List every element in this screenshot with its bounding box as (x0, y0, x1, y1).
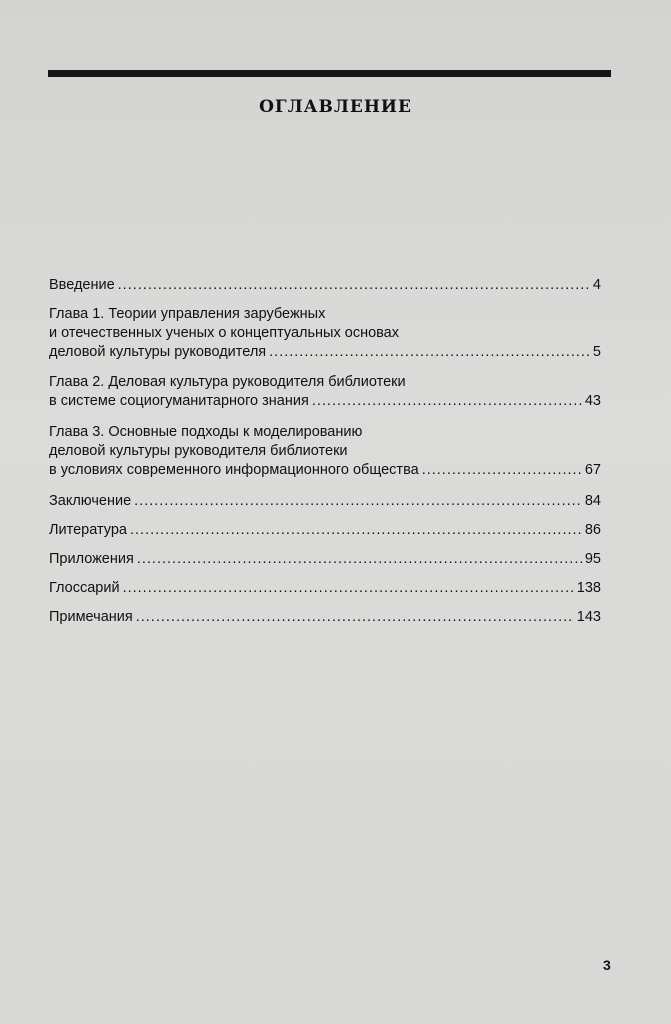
dot-leader (136, 608, 574, 627)
toc-entry-title-line: Введение (49, 277, 115, 293)
toc-entry[interactable] (49, 608, 601, 627)
toc-page-number: 84 (584, 493, 601, 509)
toc-entry-title-line: деловой культуры руководителя (49, 344, 267, 360)
toc-entry-title-line: и отечественных ученых о концептуальных основах (49, 325, 399, 341)
toc-entry-last-line (49, 392, 601, 411)
toc-entry-last-line (49, 343, 601, 362)
toc-entry-title-line: Приложения (49, 551, 134, 567)
toc-entry-title-line: Глоссарий (49, 580, 120, 596)
toc-entry[interactable] (49, 579, 601, 598)
toc-entry-title-line: Литература (49, 522, 127, 538)
page-title: ОГЛАВЛЕНИЕ (259, 97, 412, 117)
toc-entry-last-line (49, 579, 601, 598)
toc-page-number: 5 (592, 344, 601, 360)
toc-entry-last-line (49, 521, 601, 540)
page-number: 3 (603, 957, 611, 973)
toc-page-number: 143 (576, 609, 601, 625)
toc-entry[interactable] (49, 492, 601, 511)
toc-entry-last-line (49, 550, 601, 569)
toc-entry-title-line: деловой культуры руководителя библиотеки (49, 443, 348, 459)
toc-entry-last-line (49, 492, 601, 511)
toc-page-number: 67 (584, 462, 601, 478)
dot-leader (118, 276, 590, 295)
toc-entry[interactable] (49, 305, 601, 362)
toc-entry-last-line (49, 608, 601, 627)
toc-entry-last-line (49, 276, 601, 295)
top-rule (48, 70, 611, 77)
toc-entry-title-line: в условиях современного информационного общества (49, 462, 419, 478)
dot-leader (137, 550, 582, 569)
toc-entry-title-line: в системе социогуманитарного знания (49, 393, 309, 409)
dot-leader (134, 492, 582, 511)
toc-entry-title-line: Глава 3. Основные подходы к моделированию (49, 424, 363, 440)
toc-page-number: 95 (584, 551, 601, 567)
toc-page-number: 43 (584, 393, 601, 409)
toc-entry-title-line: Заключение (49, 493, 132, 509)
toc-entry-title-line: Примечания (49, 609, 133, 625)
dot-leader (130, 521, 582, 540)
dot-leader (123, 579, 574, 598)
toc-entry-title-line: Глава 1. Теории управления зарубежных (49, 306, 326, 322)
toc-page-number: 4 (592, 277, 601, 293)
toc-entry[interactable] (49, 276, 601, 295)
dot-leader (422, 461, 582, 480)
dot-leader (312, 392, 582, 411)
dot-leader (269, 343, 590, 362)
toc-entry[interactable] (49, 550, 601, 569)
toc-page-number: 138 (576, 580, 601, 596)
table-of-contents (49, 276, 601, 627)
toc-entry[interactable] (49, 373, 601, 411)
toc-entry[interactable] (49, 423, 601, 480)
toc-entry-last-line (49, 461, 601, 480)
toc-entry-title-line: Глава 2. Деловая культура руководителя библиотеки (49, 374, 406, 390)
toc-entry[interactable] (49, 521, 601, 540)
toc-page-number: 86 (584, 522, 601, 538)
